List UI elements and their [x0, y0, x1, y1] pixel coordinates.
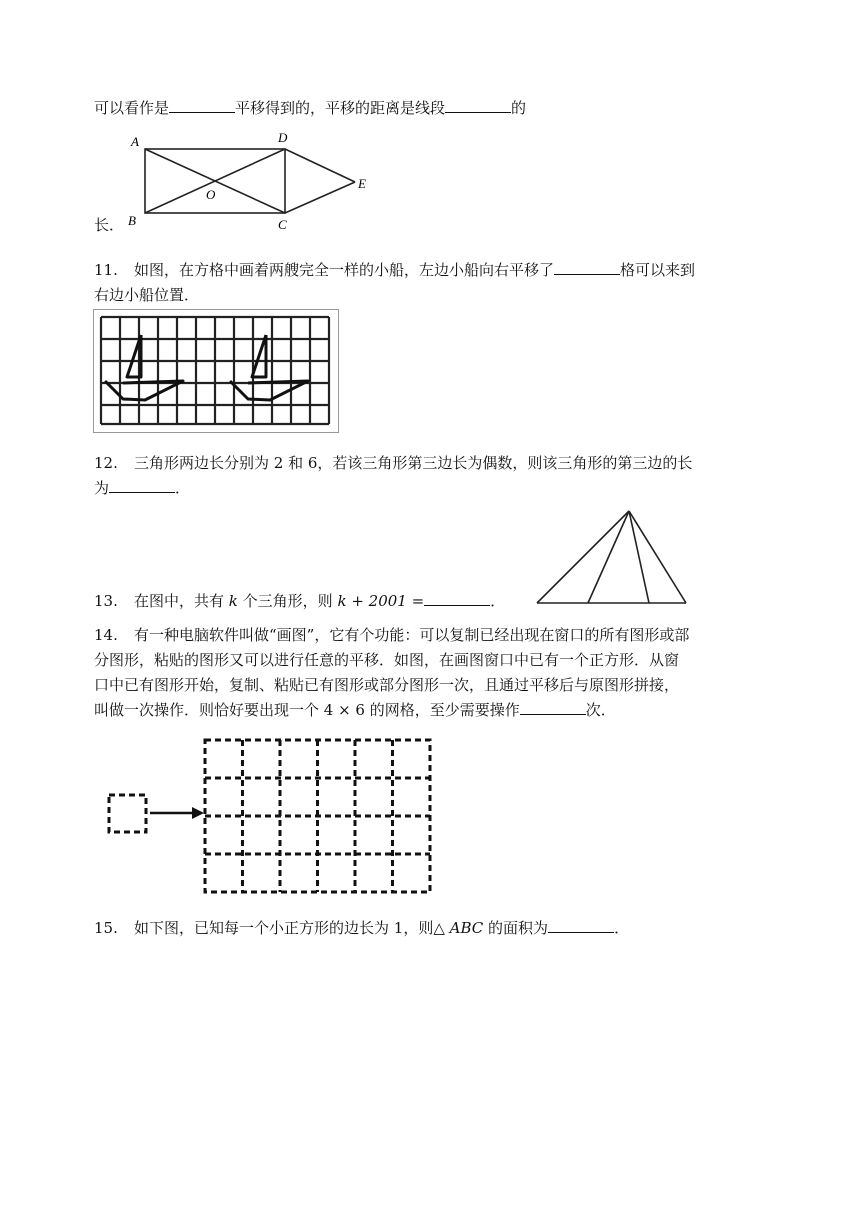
q10-label-o: O: [206, 187, 216, 202]
q14-line-2: [94, 649, 679, 671]
q10-text-b: 平移得到的，平移的距离是线段: [235, 99, 446, 117]
q12-blank[interactable]: [109, 477, 175, 493]
q14-blank[interactable]: [520, 699, 586, 715]
q13-side-right: [629, 511, 686, 603]
q15-line: [94, 917, 629, 939]
q10-label-d: D: [278, 130, 288, 145]
q13-number: 13.: [94, 592, 118, 610]
q13-cevian-2: [629, 511, 649, 603]
q15-var-abc: ABC: [449, 919, 484, 937]
q11-line-2: [94, 284, 199, 306]
q10-blank-2[interactable]: [445, 97, 511, 113]
q14-text-b: 分图形，粘贴的图形又可以进行任意的平移．如图，在画图窗口中已有一个正方形．从窗: [94, 651, 680, 669]
q11-text-c: 右边小船位置．: [94, 286, 200, 304]
q10-label-b: B: [128, 213, 136, 228]
q14-line-4: [94, 699, 616, 721]
q13-text-b: 个三角形，则: [242, 592, 333, 610]
q11-line-1: [94, 259, 695, 281]
q12-line-2: [94, 477, 190, 499]
q13-var-k: k: [228, 592, 238, 610]
q10-label-c: C: [278, 217, 287, 232]
q12-text-b: 为: [94, 479, 110, 497]
q14-text-d: 叫做一次操作．则恰好要出现一个 4 × 6 的网格，至少需要操作: [94, 701, 520, 719]
q14-line-3: [94, 674, 679, 696]
q15-text-a: 如下图，已知每一个小正方形的边长为 1，则△: [134, 919, 445, 937]
q10-line-1: [94, 97, 526, 119]
q12-text-a: 三角形两边长分别为 2 和 6，若该三角形第三边长为偶数，则该三角形的第三边的长: [134, 454, 693, 472]
q10-edge-de: [285, 149, 355, 182]
q14-target-grid: [205, 740, 430, 892]
q13-line: [94, 590, 505, 612]
q13-text-c: ．: [490, 592, 506, 610]
q13-cevian-1: [588, 511, 629, 603]
q14-text-e: 次．: [585, 701, 616, 719]
q12-text-c: ．: [175, 479, 191, 497]
q13-side-left: [537, 511, 629, 603]
q11-grid-figure: [93, 309, 339, 433]
q10-edge-ce: [285, 182, 355, 213]
q10-line-2: [94, 214, 124, 236]
q11-text-b: 格可以来到: [620, 261, 696, 279]
q14-single-square: [109, 795, 146, 832]
q15-blank[interactable]: [548, 917, 614, 933]
q13-expression: k + 2001 =: [337, 592, 425, 610]
q10-text-end: 长．: [94, 216, 125, 234]
q12-line-1: [94, 452, 692, 474]
q14-figure: [100, 732, 440, 897]
q10-blank-1[interactable]: [169, 97, 235, 113]
q12-number: 12.: [94, 454, 118, 472]
q14-number: 14.: [94, 626, 118, 644]
q14-line-1: [94, 624, 689, 646]
q10-label-a: A: [131, 134, 139, 149]
q10-label-e: E: [358, 176, 366, 191]
q10-figure: [120, 126, 380, 236]
q15-text-b: 的面积为: [488, 919, 549, 937]
q13-triangle-figure: [533, 507, 693, 607]
q11-number: 11.: [94, 261, 118, 279]
q14-text-c: 口中已有图形开始，复制、粘贴已有图形或部分图形一次，且通过平移后与原图形拼接，: [94, 676, 680, 694]
q10-text-a: 可以看作是: [94, 99, 170, 117]
q15-number: 15.: [94, 919, 118, 937]
q14-arrow: [150, 807, 204, 819]
q10-text-c: 的: [511, 99, 527, 117]
q13-blank[interactable]: [424, 590, 490, 606]
q13-text-a: 在图中，共有: [134, 592, 225, 610]
q14-text-a: 有一种电脑软件叫做“画图”，它有个功能：可以复制已经出现在窗口的所有图形或部: [134, 626, 690, 644]
q15-text-c: ．: [614, 919, 630, 937]
q11-blank[interactable]: [554, 259, 620, 275]
q11-text-a: 如图，在方格中画着两艘完全一样的小船，左边小船向右平移了: [134, 261, 555, 279]
